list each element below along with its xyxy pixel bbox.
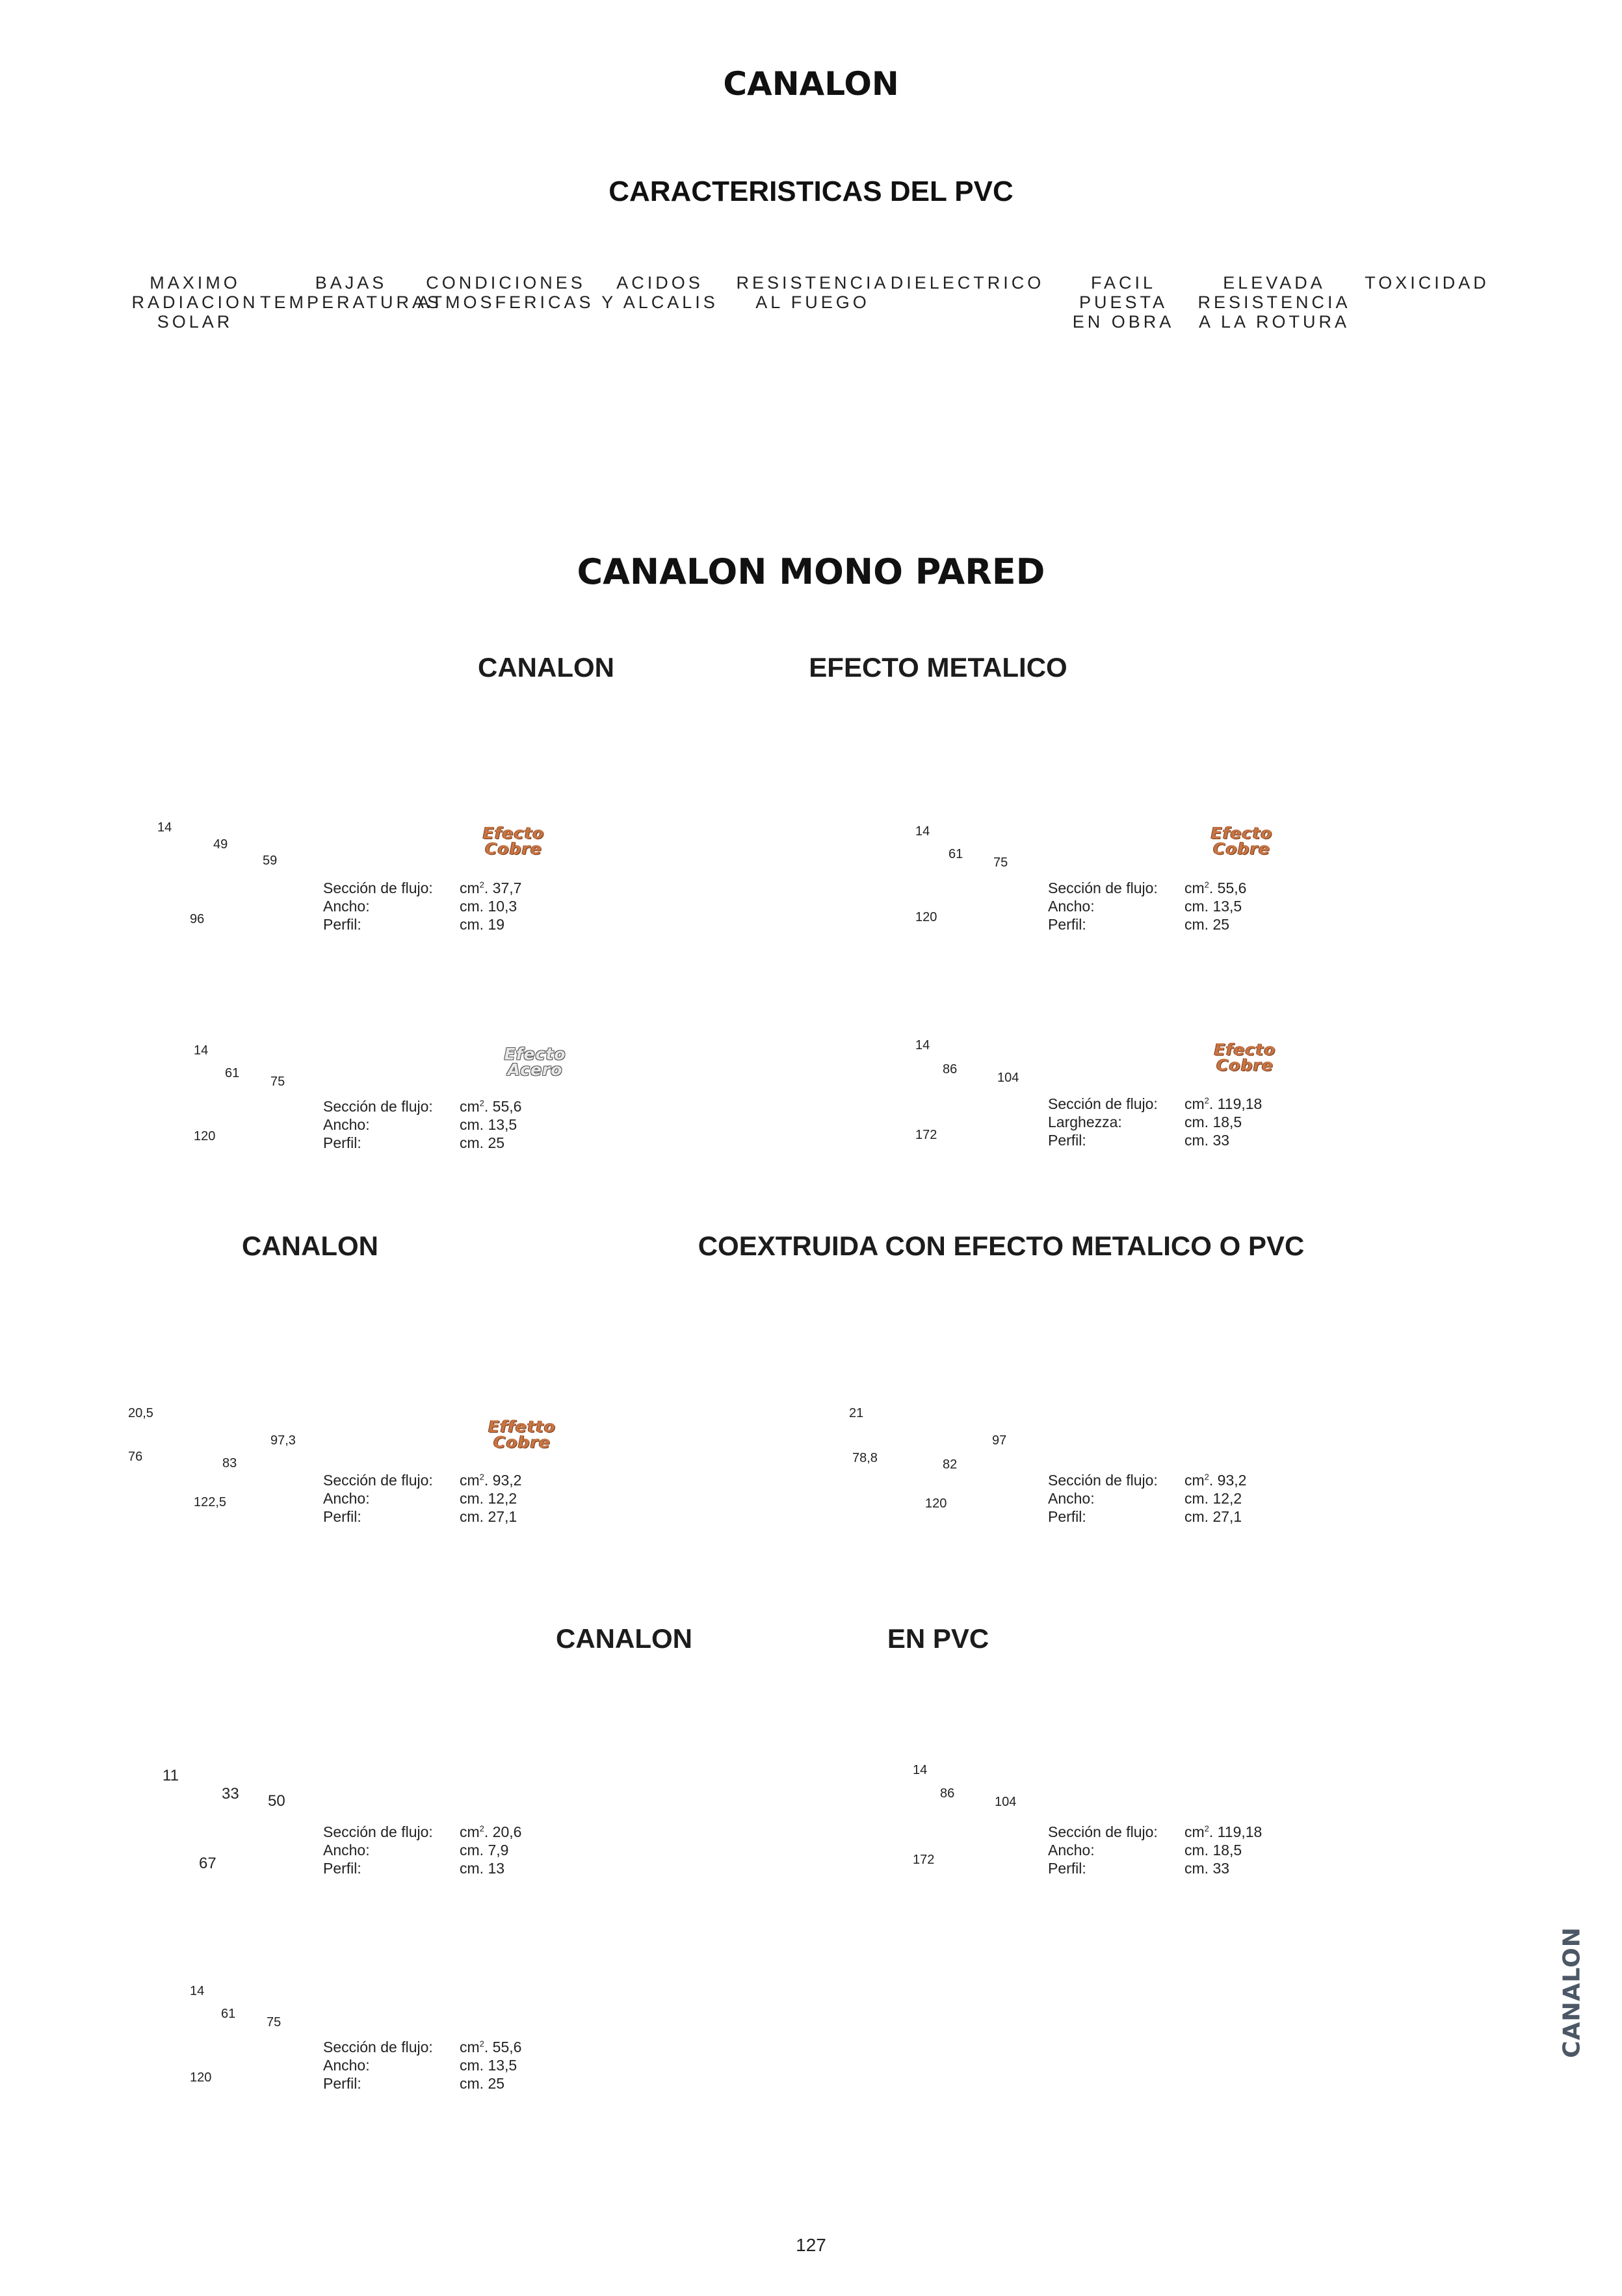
section2-left-heading: CANALON	[242, 1231, 378, 1261]
width-value: cm. 7,9	[460, 1842, 509, 1859]
flow-section-value: $cm^2$. 119,18	[1184, 1823, 1262, 1840]
flow-section-label: Sección de flujo:	[323, 1472, 433, 1489]
profile-label: Perfil:	[1048, 1508, 1086, 1525]
width-value: cm. 13,5	[460, 2057, 517, 2074]
dimension-label: 86	[943, 1062, 958, 1076]
copper-effect-badge: Efecto Cobre	[1214, 1040, 1276, 1075]
page-title: CANALON	[723, 65, 899, 103]
profile-value: cm. 33	[1184, 1860, 1230, 1877]
feature-max-radiation: MAXIMO RADIACION SOLAR	[131, 273, 259, 332]
dimension-label: 59	[263, 854, 278, 868]
dimension-label: 75	[993, 855, 1008, 870]
dimension-label: 14	[913, 1763, 928, 1777]
profile-value: cm. 13	[460, 1860, 505, 1877]
profile-value: cm. 19	[460, 916, 505, 933]
page-number: 127	[796, 2235, 826, 2255]
dimension-label: 14	[157, 820, 172, 835]
width-value: cm. 13,5	[1184, 898, 1242, 915]
section1-right-heading: EFECTO METALICO	[809, 652, 1067, 683]
dimension-label: 120	[925, 1496, 947, 1511]
dimension-label: 104	[995, 1795, 1017, 1809]
copper-effect-badge: Efecto Cobre	[482, 824, 545, 858]
feature-acids-alkalis: ACIDOS Y ALCALIS	[601, 273, 718, 312]
flow-section-label: Sección de flujo:	[323, 2039, 433, 2055]
profile-label: Perfil:	[1048, 1860, 1086, 1877]
dimension-label: 11	[163, 1767, 179, 1784]
flow-section-label: Sección de flujo:	[1048, 880, 1158, 896]
width-label: Ancho:	[1048, 1490, 1095, 1507]
feature-atmospheric-conditions: CONDICIONES ATMOSFERICAS	[417, 273, 594, 312]
profile-value: cm. 25	[1184, 916, 1230, 933]
flow-section-label: Sección de flujo:	[323, 1823, 433, 1840]
dimension-label: 50	[268, 1792, 285, 1810]
pvc-characteristics-title: CARACTERISTICAS DEL PVC	[608, 176, 1014, 207]
dimension-label: 76	[128, 1450, 143, 1464]
dimension-label: 67	[199, 1855, 216, 1872]
dimension-label: 120	[915, 910, 937, 924]
width-value: cm. 18,5	[1184, 1114, 1242, 1130]
flow-section-value: $cm^2$. 37,7	[460, 880, 522, 896]
dimension-label: 120	[194, 1129, 216, 1143]
flow-section-value: $cm^2$. 93,2	[1184, 1472, 1247, 1489]
width-label: Ancho:	[323, 1116, 370, 1133]
width-value: cm. 12,2	[1184, 1490, 1242, 1507]
dimension-label: 14	[915, 1038, 930, 1052]
profile-value: cm. 25	[460, 2075, 505, 2092]
profile-value: cm. 27,1	[460, 1508, 517, 1525]
section2-right-heading: COEXTRUIDA CON EFECTO METALICO O PVC	[698, 1231, 1305, 1261]
width-value: cm. 12,2	[460, 1490, 517, 1507]
flow-section-label: Sección de flujo:	[1048, 1472, 1158, 1489]
flow-section-value: $cm^2$. 55,6	[460, 2039, 522, 2055]
steel-effect-badge: Efecto Acero	[504, 1045, 566, 1079]
dimension-label: 86	[940, 1786, 955, 1801]
flow-section-label: Sección de flujo:	[323, 1098, 433, 1115]
dimension-label: 172	[915, 1128, 937, 1142]
dimension-label: 120	[190, 2070, 212, 2085]
feature-easy-installation: FACIL PUESTA EN OBRA	[1072, 273, 1175, 332]
dimension-label: 49	[213, 837, 228, 852]
width-label: Ancho:	[323, 1490, 370, 1507]
width-label: Ancho:	[323, 1842, 370, 1859]
feature-dielectric: DIELECTRICO	[890, 273, 1045, 293]
dimension-label: 61	[221, 2007, 236, 2021]
feature-high-break-resistance: ELEVADA RESISTENCIA A LA ROTURA	[1197, 273, 1351, 332]
dimension-label: 122,5	[194, 1495, 227, 1509]
profile-label: Perfil:	[1048, 1132, 1086, 1149]
dimension-label: 82	[943, 1457, 958, 1472]
dimension-label: 75	[267, 2015, 281, 2029]
width-label: Larghezza:	[1048, 1114, 1122, 1130]
side-section-label: CANALON	[1558, 1927, 1586, 2058]
dimension-label: 21	[849, 1406, 864, 1420]
profile-value: cm. 27,1	[1184, 1508, 1242, 1525]
dimension-label: 172	[913, 1853, 935, 1867]
flow-section-value: $cm^2$. 55,6	[460, 1098, 522, 1115]
dimension-label: 14	[915, 824, 930, 839]
width-label: Ancho:	[1048, 1842, 1095, 1859]
dimension-label: 83	[222, 1456, 237, 1470]
width-value: cm. 18,5	[1184, 1842, 1242, 1859]
copper-effect-badge: Efecto Cobre	[1210, 824, 1273, 858]
dimension-label: 75	[270, 1075, 285, 1089]
mono-wall-title: CANALON MONO PARED	[577, 551, 1045, 592]
dimension-label: 104	[997, 1071, 1019, 1085]
profile-label: Perfil:	[323, 1860, 361, 1877]
section3-right-heading: EN PVC	[887, 1623, 989, 1654]
profile-label: Perfil:	[323, 2075, 361, 2092]
flow-section-value: $cm^2$. 20,6	[460, 1823, 522, 1840]
width-value: cm. 10,3	[460, 898, 517, 915]
profile-label: Perfil:	[323, 916, 361, 933]
flow-section-value: $cm^2$. 119,18	[1184, 1095, 1262, 1112]
flow-section-value: $cm^2$. 93,2	[460, 1472, 522, 1489]
profile-value: cm. 25	[460, 1134, 505, 1151]
profile-label: Perfil:	[1048, 916, 1086, 933]
profile-label: Perfil:	[323, 1134, 361, 1151]
dimension-label: 33	[222, 1785, 239, 1803]
dimension-label: 14	[190, 1984, 205, 1998]
dimension-label: 20,5	[128, 1406, 153, 1420]
section1-left-heading: CANALON	[478, 652, 614, 683]
feature-toxicity: TOXICIDAD	[1365, 273, 1489, 293]
dimension-label: 97,3	[270, 1433, 296, 1448]
flow-section-label: Sección de flujo:	[323, 880, 433, 896]
dimension-label: 61	[225, 1066, 240, 1080]
profile-label: Perfil:	[323, 1508, 361, 1525]
width-label: Ancho:	[323, 2057, 370, 2074]
width-label: Ancho:	[323, 898, 370, 915]
feature-fire-resistance: RESISTENCIA AL FUEGO	[736, 273, 889, 312]
dimension-label: 14	[194, 1043, 209, 1058]
width-value: cm. 13,5	[460, 1116, 517, 1133]
dimension-label: 78,8	[852, 1451, 878, 1465]
section3-left-heading: CANALON	[556, 1623, 692, 1654]
flow-section-label: Sección de flujo:	[1048, 1823, 1158, 1840]
profile-value: cm. 33	[1184, 1132, 1230, 1149]
copper-effect-badge: Effetto Cobre	[488, 1417, 556, 1452]
flow-section-label: Sección de flujo:	[1048, 1095, 1158, 1112]
feature-low-temperatures: BAJAS TEMPERATURAS	[259, 273, 443, 312]
dimension-label: 61	[948, 847, 963, 861]
flow-section-value: $cm^2$. 55,6	[1184, 880, 1247, 896]
dimension-label: 96	[190, 912, 205, 926]
dimension-label: 97	[992, 1433, 1007, 1448]
width-label: Ancho:	[1048, 898, 1095, 915]
